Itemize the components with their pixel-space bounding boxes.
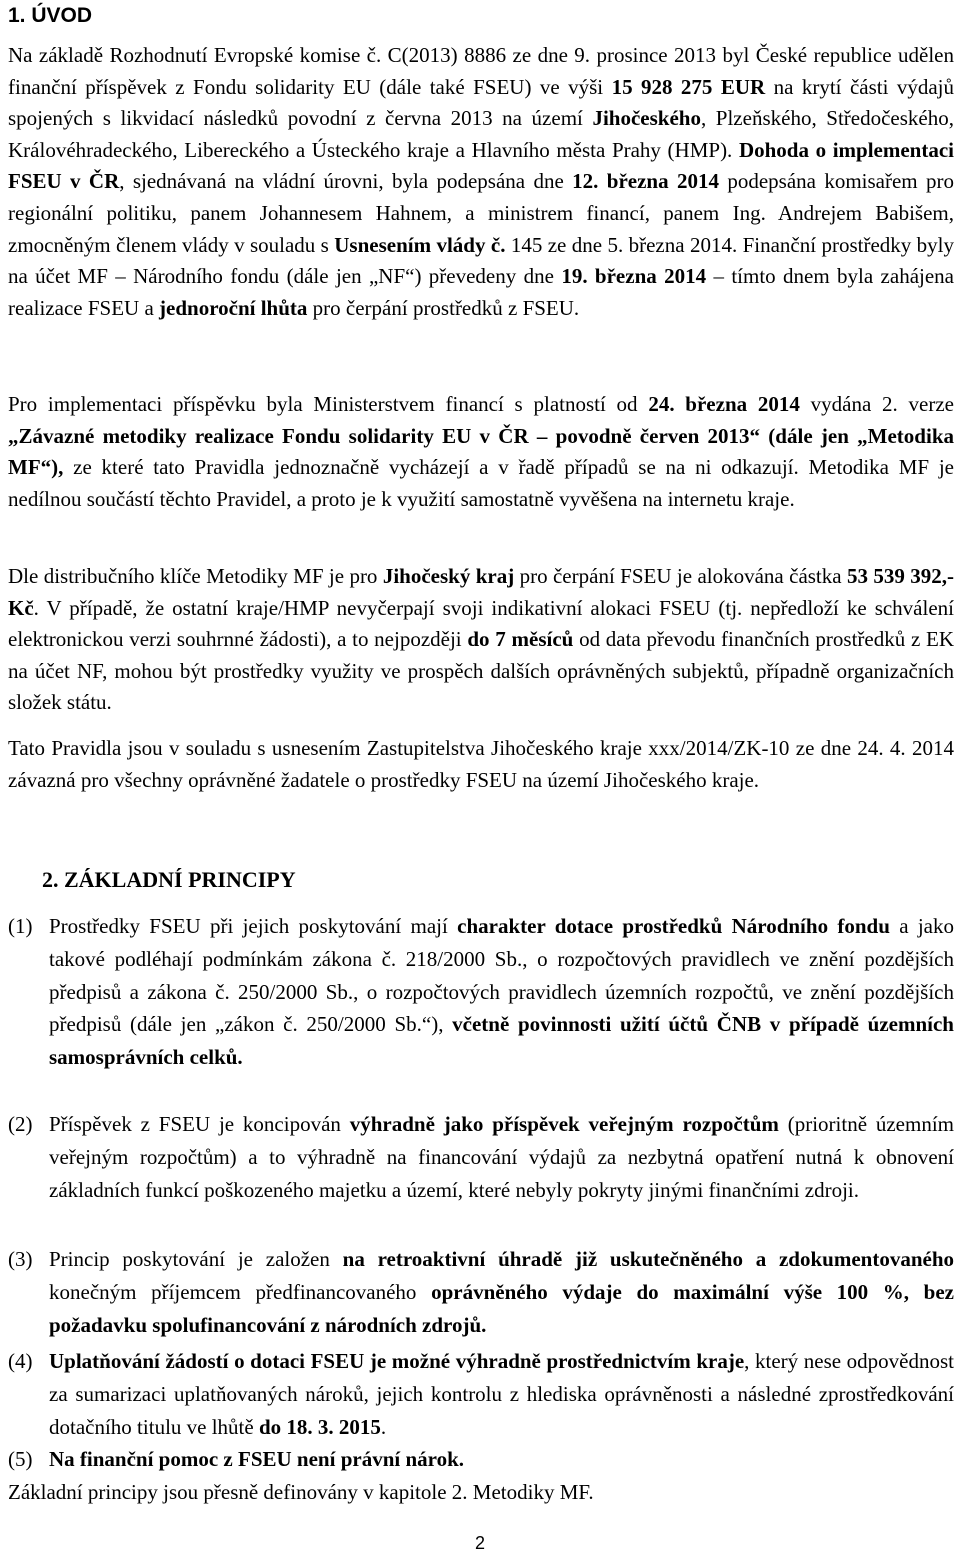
text-run: Princip poskytování je založen	[49, 1247, 343, 1271]
text-run: Příspěvek z FSEU je koncipován	[49, 1112, 350, 1136]
text-run: vydána 2. verze	[799, 392, 954, 416]
closing-note	[8, 1476, 954, 1509]
bold-text-run: 53 539 392,- Kč	[8, 564, 954, 620]
bold-text-run: Jihočeský kraj	[382, 564, 515, 588]
principle-number: (3)	[8, 1247, 33, 1271]
principle-item	[8, 1243, 954, 1341]
bold-text-run: Uplatňování žádostí o dotaci FSEU je možné výhradně prostřednictvím kraje	[49, 1349, 745, 1373]
bold-text-run: Usnesením vlády č.	[334, 232, 506, 257]
bold-text-run: jednoroční lhůta	[159, 295, 308, 320]
principle-number: (4)	[8, 1349, 33, 1373]
text-run: – tímto dnem byla zahájena realizace FSEU a	[8, 264, 954, 320]
text-run: Tato Pravidla jsou v souladu s usnesením Zastupitelstva Jihočeského kraje xxx/2014/ZK-10 ze dne 24. 4. 2014 závazná pro všechny oprávněné žadatele o prostředky FSEU na území Jihočeského kraje.	[8, 736, 954, 792]
bold-text-run: 24. března 2014	[648, 392, 800, 416]
bold-text-run: do 18. 3. 2015	[258, 1414, 381, 1439]
bold-text-run: do 7 měsíců	[467, 627, 574, 652]
principle-number: (1)	[8, 914, 33, 938]
bold-text-run: charakter dotace prostředků Národního fondu	[457, 914, 890, 938]
principle-text	[49, 1243, 954, 1341]
bold-text-run: Dohoda o implementaci FSEU v ČR	[8, 137, 955, 194]
text-run: na krytí části výdajů spojených s likvidací následků povodní z června 2013 na území	[8, 74, 955, 131]
text-run: a jako takové podléhají podmínkám zákona č. 218/2000 Sb., o rozpočtových pravidlech ve znění pozdějších předpisů a zákona č. 250/2000 Sb., o rozpočtových pravidlech územních rozpočtů, ve znění pozdějších předpisů (dále jen „zákon č. 250/2000 Sb.“),	[49, 914, 954, 1037]
bold-text-run: 12. března 2014	[572, 169, 719, 194]
principle-item	[8, 1345, 954, 1443]
bold-text-run: 19. března 2014	[561, 264, 707, 289]
text-run: , sjednávaná na vládní úrovni, byla podepsána dne	[119, 169, 573, 194]
bold-text-run: 15 928 275 EUR	[611, 74, 766, 99]
principle-number: (5)	[8, 1447, 33, 1471]
bold-text-run: „Závazné metodiky realizace Fondu solidarity EU v ČR – povodně červen 2013“ (dále jen „Metodika MF“),	[8, 423, 954, 480]
text-run: pro čerpání FSEU je alokována částka	[514, 564, 847, 588]
bold-text-run: výhradně jako příspěvek veřejným rozpočtům	[349, 1112, 779, 1136]
principle-item	[8, 1108, 954, 1206]
closing-note-text: Základní principy jsou přesně definovány v kapitole 2. Metodiky MF.	[8, 1480, 594, 1504]
text-run: ze které tato Pravidla jednoznačně vycházejí a v řadě případů se na ni odkazují. Metodika MF je nedílnou součástí těchto Pravidel, a proto je k využití samostatně vyvěšena na internetu kraje.	[8, 455, 954, 511]
text-run: . V případě, že ostatní kraje/HMP nevyčerpají svoji indikativní alokaci FSEU (tj. nepředloží ke schválení elektronickou verzi souhrnné žádosti), a to nejpozději	[8, 595, 954, 652]
heading-zakladni-principy: 2. ZÁKLADNÍ PRINCIPY	[42, 867, 296, 892]
page-number: 2	[474, 1533, 485, 1553]
paragraph-rules-validity	[8, 733, 954, 796]
paragraph-methodology	[8, 389, 954, 515]
principle-item	[8, 1443, 954, 1476]
text-run: pro čerpání prostředků z FSEU.	[307, 295, 580, 320]
heading-uvod: 1. ÚVOD	[8, 4, 93, 27]
text-run: Na základě Rozhodnutí Evropské komise č. C(2013) 8886 ze dne 9. prosince 2013 byl České republice udělen finanční příspěvek z Fondu solidarity EU (dále také FSEU) ve výši	[8, 43, 954, 99]
text-run: Dle distribučního klíče Metodiky MF je pro	[8, 564, 383, 588]
bold-text-run: Jihočeského	[592, 106, 701, 131]
bold-text-run: Na finanční pomoc z FSEU není právní nárok.	[49, 1447, 465, 1471]
principle-text	[49, 1108, 954, 1206]
text-run: 145 ze dne 5. března 2014. Finanční prostředky byly na účet MF – Národního fondu (dále jen „NF“) převedeny dne	[8, 232, 954, 289]
text-run: .	[380, 1414, 387, 1439]
paragraph-intro	[8, 40, 954, 324]
text-run: konečným příjemcem předfinancovaného	[49, 1279, 432, 1304]
text-run: (prioritně územním veřejným rozpočtům) a to výhradně na financování výdajů za nezbytná opatření nutná k obnovení základních funkcí poškozeného majetku a území, které nebyly pokryty jinými finančními zdroji.	[49, 1112, 954, 1202]
bold-text-run: na retroaktivní úhradě již uskutečněného a zdokumentovaného	[342, 1247, 954, 1271]
principle-text	[49, 1345, 954, 1443]
text-run: Pro implementaci příspěvku byla Ministerstvem financí s platností od	[8, 392, 649, 416]
principle-number: (2)	[8, 1112, 33, 1136]
text-run: Prostředky FSEU při jejich poskytování mají	[49, 914, 458, 938]
paragraph-allocation	[8, 561, 954, 719]
principle-text	[49, 1443, 954, 1476]
text-run: , Plzeňského, Středočeského, Královéhradeckého, Libereckého a Ústeckého kraje a Hlavního města Prahy (HMP).	[8, 106, 954, 162]
text-run: , který nese odpovědnost za sumarizaci uplatňovaných nároků, jejich kontrolu z hlediska oprávněnosti a následné zprostředkování dotačního titulu ve lhůtě	[49, 1349, 954, 1439]
text-run: od data převodu finančních prostředků z EK na účet NF, mohou být prostředky využity ve prospěch dalších oprávněných subjektů, případně organizačních složek státu.	[8, 627, 954, 715]
text-run: podepsána komisařem pro regionální politiku, panem Johannesem Hahnem, a ministrem financí, panem Ing. Andrejem Babišem, zmocněným členem vlády v souladu s	[8, 169, 954, 257]
bold-text-run: oprávněného výdaje do maximální výše 100 %, bez požadavku spolufinancování z národních zdrojů.	[49, 1279, 954, 1337]
principle-item	[8, 910, 954, 1074]
principle-text	[49, 910, 954, 1074]
bold-text-run: včetně povinnosti užití účtů ČNB v případě územních samosprávních celků.	[49, 1012, 954, 1070]
